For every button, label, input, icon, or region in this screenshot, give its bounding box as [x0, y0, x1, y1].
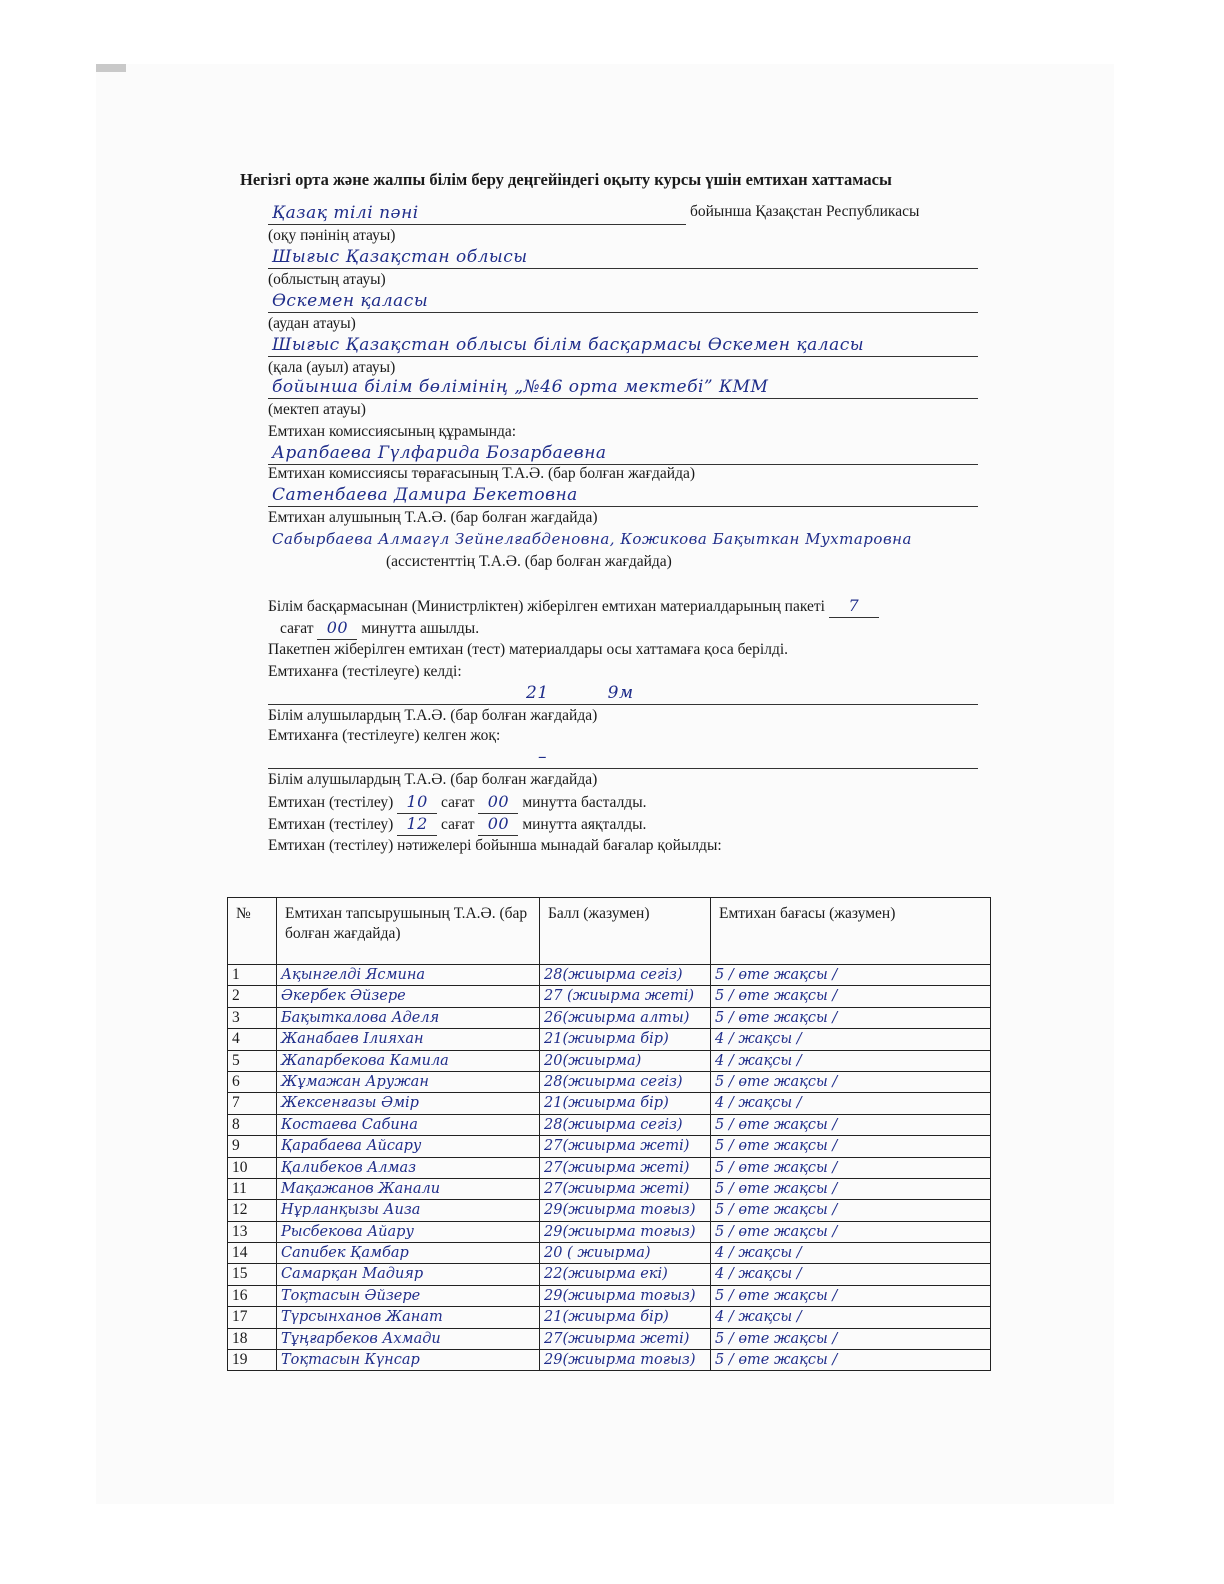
end-hour: 12: [406, 814, 428, 833]
table-row: [228, 1221, 991, 1242]
student-score: 20 ( жиырма): [540, 1243, 711, 1264]
end-hour-field: [397, 814, 437, 836]
student-grade: 5 / өте жақсы /: [711, 1071, 991, 1092]
absent-label: Емтиханға (тестілеуге) келген жоқ:: [268, 727, 501, 744]
student-score: 20(жиырма): [540, 1050, 711, 1071]
city-field: [268, 334, 978, 357]
student-name: Жапарбекова Камила: [277, 1050, 540, 1071]
row-number: 10: [228, 1157, 277, 1178]
package-text: Білім басқармасынан (Министрліктен) жіберілген емтихан материалдарының пакеті: [268, 598, 825, 615]
student-score: 21(жиырма бір): [540, 1307, 711, 1328]
student-grade: 5 / өте жақсы /: [711, 1007, 991, 1028]
table-row: [228, 1050, 991, 1071]
package-hour-word: сағат: [280, 620, 314, 637]
school-label: (мектеп атауы): [268, 401, 366, 418]
table-header-row: [228, 898, 991, 965]
package-suffix: минутта ашылды.: [361, 620, 480, 637]
table-row: [228, 965, 991, 986]
subject-field: [268, 202, 686, 225]
student-grade: 4 / жақсы /: [711, 1307, 991, 1328]
student-name: Жанабаев Ілияхан: [277, 1029, 540, 1050]
table-row: [228, 1071, 991, 1092]
student-grade: 4 / жақсы /: [711, 1029, 991, 1050]
student-score: 27(жиырма жеті): [540, 1178, 711, 1199]
end-time-line: [268, 814, 646, 836]
region-label: (облыстың атауы): [268, 271, 386, 288]
row-number: 4: [228, 1029, 277, 1050]
district-label: (аудан атауы): [268, 315, 356, 332]
student-grade: 5 / өте жақсы /: [711, 986, 991, 1007]
table-row: [228, 1007, 991, 1028]
student-name: Тоқтасын Әйзере: [277, 1285, 540, 1306]
city-value: Шығыс Қазақстан облысы білім басқармасы Өскемен қаласы: [272, 335, 865, 355]
package-time-line: [280, 618, 479, 640]
table-row: [228, 1157, 991, 1178]
student-score: 29(жиырма тоғыз): [540, 1350, 711, 1371]
student-score: 27 (жиырма жеті): [540, 986, 711, 1007]
assistants-value: Сабырбаева Алмагүл Зейнелғабденовна, Кожикова Бақыткан Мухтаровна: [272, 530, 912, 548]
document-title: Негізгі орта және жалпы білім беру деңгейіндегі оқыту курсы үшін емтихан хаттамасы: [240, 170, 892, 189]
subject-value: Қазақ тілі пәні: [272, 203, 419, 223]
student-score: 28(жиырма сегіз): [540, 1114, 711, 1135]
table-row: [228, 986, 991, 1007]
examiner-field: [268, 484, 978, 507]
absent-names-label: Білім алушылардың Т.А.Ә. (бар болған жағдайда): [268, 771, 598, 788]
student-name: Бақыткалова Аделя: [277, 1007, 540, 1028]
student-grade: 4 / жақсы /: [711, 1243, 991, 1264]
row-number: 1: [228, 965, 277, 986]
table-row: [228, 1328, 991, 1349]
student-grade: 5 / өте жақсы /: [711, 1157, 991, 1178]
start-hour-word: сағат: [441, 794, 475, 811]
student-name: Рысбекова Айару: [277, 1221, 540, 1242]
start-hour: 10: [406, 792, 428, 811]
student-grade: 4 / жақсы /: [711, 1050, 991, 1071]
table-row: [228, 1136, 991, 1157]
results-table-body: [228, 965, 991, 1371]
assistants-field: [268, 528, 978, 550]
row-number: 6: [228, 1071, 277, 1092]
student-name: Костаева Сабина: [277, 1114, 540, 1135]
student-score: 27(жиырма жеті): [540, 1328, 711, 1349]
came-names-label: Білім алушылардың Т.А.Ә. (бар болған жағдайда): [268, 707, 598, 724]
table-row: [228, 1307, 991, 1328]
row-number: 19: [228, 1350, 277, 1371]
table-row: [228, 1264, 991, 1285]
row-number: 3: [228, 1007, 277, 1028]
student-name: Тоқтасын Күнсар: [277, 1350, 540, 1371]
row-number: 13: [228, 1221, 277, 1242]
end-minute: 00: [487, 814, 510, 833]
table-row: [228, 1243, 991, 1264]
came-field: [268, 682, 978, 705]
package-minute: 00: [326, 618, 349, 637]
student-grade: 5 / өте жақсы /: [711, 1114, 991, 1135]
table-row: [228, 1029, 991, 1050]
row-number: 16: [228, 1285, 277, 1306]
row-number: 14: [228, 1243, 277, 1264]
header-name: Емтихан тапсырушының Т.А.Ә. (бар болған жағдайда): [277, 898, 540, 965]
package-line: [268, 596, 879, 618]
chair-value: Арапбаева Гүлфарида Бозарбаевна: [272, 443, 607, 463]
student-score: 28(жиырма сегіз): [540, 965, 711, 986]
absent-value: –: [538, 747, 547, 767]
table-row: [228, 1350, 991, 1371]
student-name: Тұңғарбеков Ахмади: [277, 1328, 540, 1349]
package-attached: Пакетпен жіберілген емтихан (тест) материалдары осы хаттамаға қоса берілді.: [268, 641, 789, 658]
examiner-value: Сатенбаева Дамира Бекетовна: [272, 485, 578, 505]
student-name: Самарқан Мадияр: [277, 1264, 540, 1285]
student-score: 29(жиырма тоғыз): [540, 1285, 711, 1306]
student-grade: 5 / өте жақсы /: [711, 1136, 991, 1157]
start-time-line: [268, 792, 647, 814]
student-name: Жұмажан Аружан: [277, 1071, 540, 1092]
student-grade: 4 / жақсы /: [711, 1264, 991, 1285]
package-hour: 7: [848, 596, 860, 615]
student-grade: 5 / өте жақсы /: [711, 965, 991, 986]
student-grade: 4 / жақсы /: [711, 1093, 991, 1114]
table-row: [228, 1200, 991, 1221]
chair-label: Емтихан комиссиясы төрағасының Т.А.Ә. (бар болған жағдайда): [268, 465, 696, 482]
results-table: [227, 897, 991, 1371]
scan-edge-mark: [96, 64, 126, 72]
row-number: 7: [228, 1093, 277, 1114]
start-minute: 00: [487, 792, 510, 811]
student-name: Қалибеков Алмаз: [277, 1157, 540, 1178]
table-row: [228, 1178, 991, 1199]
end-minute-field: [478, 814, 518, 836]
start-prefix: Емтихан (тестілеу): [268, 794, 394, 811]
student-score: 22(жиырма екі): [540, 1264, 711, 1285]
school-field: [268, 376, 978, 399]
student-score: 21(жиырма бір): [540, 1029, 711, 1050]
student-name: Мақажанов Жанали: [277, 1178, 540, 1199]
student-name: Нұрланқызы Аиза: [277, 1200, 540, 1221]
student-score: 29(жиырма тоғыз): [540, 1221, 711, 1242]
city-label: (қала (ауыл) атауы): [268, 359, 396, 376]
row-number: 5: [228, 1050, 277, 1071]
came-value: 21 9м: [526, 683, 634, 703]
row-number: 18: [228, 1328, 277, 1349]
row-number: 11: [228, 1178, 277, 1199]
student-score: 26(жиырма алты): [540, 1007, 711, 1028]
student-score: 28(жиырма сегіз): [540, 1071, 711, 1092]
assistants-label: (ассистенттің Т.А.Ә. (бар болған жағдайда): [386, 553, 672, 570]
commission-intro: Емтихан комиссиясының құрамында:: [268, 423, 517, 440]
student-grade: 5 / өте жақсы /: [711, 1200, 991, 1221]
student-score: 27(жиырма жеті): [540, 1136, 711, 1157]
student-name: Ақынгелді Ясмина: [277, 965, 540, 986]
package-minute-field: [317, 618, 357, 640]
row-number: 12: [228, 1200, 277, 1221]
subject-suffix: бойынша Қазақстан Республикасы: [690, 203, 920, 220]
examiner-label: Емтихан алушының Т.А.Ә. (бар болған жағдайда): [268, 509, 598, 526]
table-row: [228, 1285, 991, 1306]
student-score: 29(жиырма тоғыз): [540, 1200, 711, 1221]
absent-field: [268, 746, 978, 769]
region-field: [268, 246, 978, 269]
header-num: №: [228, 898, 277, 965]
chair-field: [268, 442, 978, 465]
came-label: Емтиханға (тестілеуге) келді:: [268, 663, 462, 680]
student-name: Сапибек Қамбар: [277, 1243, 540, 1264]
row-number: 9: [228, 1136, 277, 1157]
region-value: Шығыс Қазақстан облысы: [272, 247, 528, 267]
student-name: Жексенғазы Әмір: [277, 1093, 540, 1114]
start-minute-field: [478, 792, 518, 814]
end-prefix: Емтихан (тестілеу): [268, 816, 394, 833]
student-grade: 5 / өте жақсы /: [711, 1350, 991, 1371]
end-suffix: минутта аяқталды.: [522, 816, 647, 833]
package-hour-field: [829, 596, 879, 618]
student-grade: 5 / өте жақсы /: [711, 1178, 991, 1199]
student-score: 21(жиырма бір): [540, 1093, 711, 1114]
header-grade: Емтихан бағасы (жазумен): [711, 898, 991, 965]
student-name: Қарабаева Айсару: [277, 1136, 540, 1157]
end-hour-word: сағат: [441, 816, 475, 833]
student-grade: 5 / өте жақсы /: [711, 1328, 991, 1349]
table-row: [228, 1114, 991, 1135]
student-name: Әкербек Әйзере: [277, 986, 540, 1007]
start-suffix: минутта басталды.: [522, 794, 647, 811]
school-value: бойынша білім бөлімінің „№46 орта мектебі” КММ: [272, 377, 769, 397]
district-value: Өскемен қаласы: [272, 291, 429, 311]
row-number: 17: [228, 1307, 277, 1328]
row-number: 8: [228, 1114, 277, 1135]
header-score: Балл (жазумен): [540, 898, 711, 965]
district-field: [268, 290, 978, 313]
subject-label: (оқу пәнінің атауы): [268, 227, 396, 244]
row-number: 2: [228, 986, 277, 1007]
student-grade: 5 / өте жақсы /: [711, 1285, 991, 1306]
student-name: Түрсынханов Жанат: [277, 1307, 540, 1328]
results-intro: Емтихан (тестілеу) нәтижелері бойынша мынадай бағалар қойылды:: [268, 837, 722, 854]
student-grade: 5 / өте жақсы /: [711, 1221, 991, 1242]
start-hour-field: [397, 792, 437, 814]
student-score: 27(жиырма жеті): [540, 1157, 711, 1178]
table-row: [228, 1093, 991, 1114]
row-number: 15: [228, 1264, 277, 1285]
